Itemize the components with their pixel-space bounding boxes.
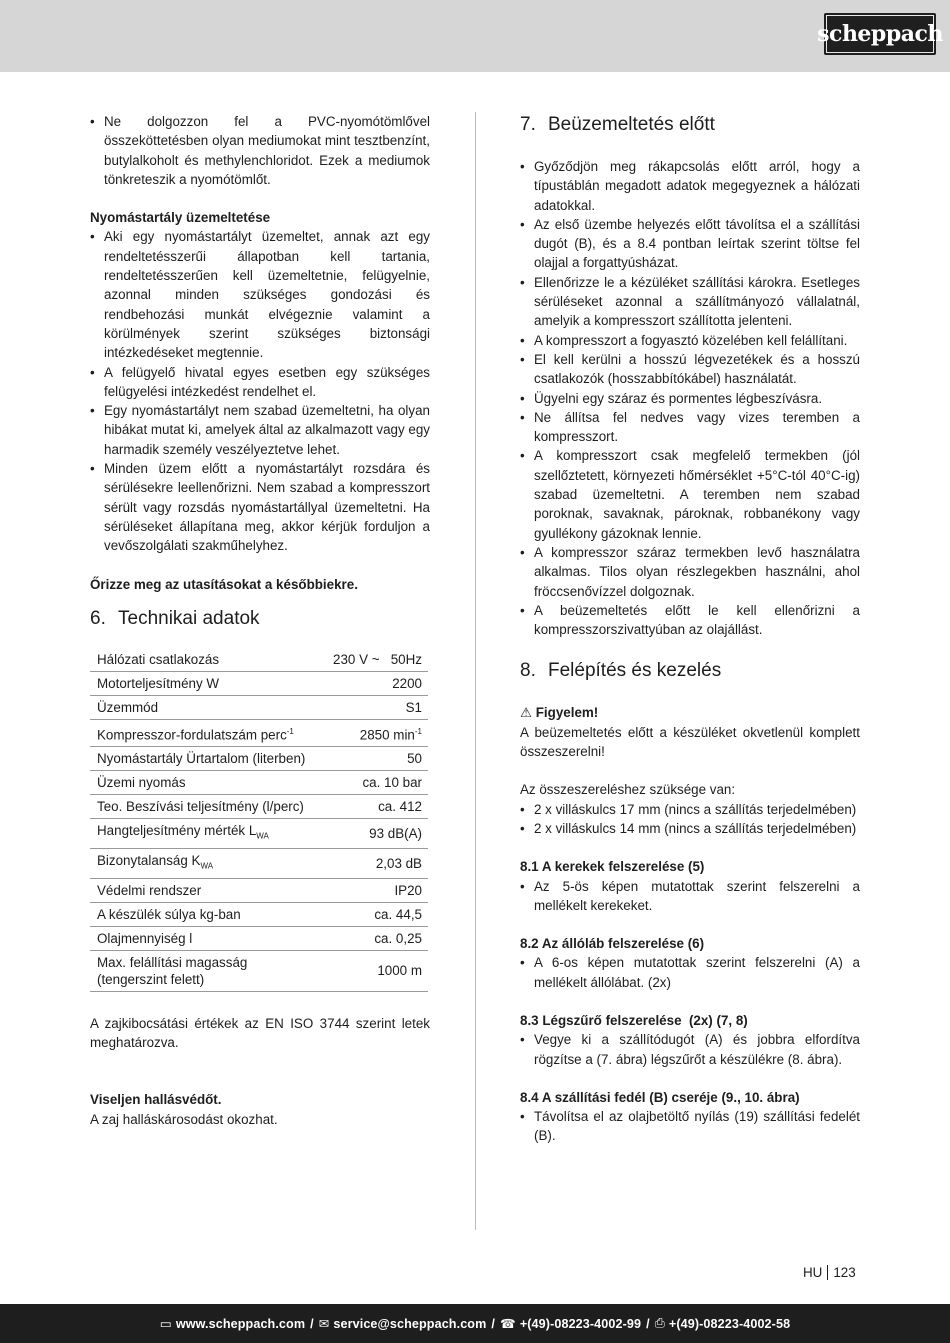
spec-value: S1 [326,695,428,719]
list-item: • Győződjön meg rákapcsolás előtt arról, hogy a típustáblán megadott adatok megegyeznek a hálózati adatokkal. [520,157,860,215]
warning-text: A beüzemeltetés előtt a készüléket okvetlenül komplett összeszerelni! [520,724,860,760]
list-item: • 2 x villáskulcs 14 mm (nincs a szállítás terjedelmében) [520,819,860,838]
list-item: • Ügyelni egy száraz és pormentes légbeszívásra. [520,389,860,408]
list-item: • Ne dolgozzon fel a PVC-nyomótömlővel összeköttetésben olyan mediumokat mint tesztbenzínt, butylalkoholt és methylenchloridot. Ezek a mediumok tönkreteszik a nyomótömlőt. [90,112,430,189]
section-title: Felépítés és kezelés [548,660,722,682]
footer-contact-bar [0,1304,950,1343]
page-lang: HU [803,1265,823,1280]
spec-value: 2,03 dB [326,848,428,878]
list-item: • A felügyelő hivatal egyes esetben egy szükséges felügyelési intézkedést rendelhet el. [90,363,430,402]
spec-value: IP20 [326,878,428,902]
list-item: • Minden üzem előtt a nyomástartályt rozsdára és sérülésekre leellenőrizni. Nem szabad a kompresszort sérült vagy rozsdás nyomástartállyal üzemeltetni. Ha sérüléseket állapítana meg, akkor kérjük forduljon a vevőszolgálati szakműhelyhez. [90,459,430,555]
table-row [90,902,428,926]
header-band [0,0,950,72]
table-row [90,878,428,902]
spec-label: Hálózati csatlakozás [90,648,326,672]
list-item: • Vegye ki a szállítódugót (A) és jobbra elfordítva rögzítse a (7. ábra) légszűrőt a készülékre (8. ábra). [520,1030,860,1069]
list-item: • El kell kerülni a hosszú légvezetékek és a hosszú csatlakozók (hosszabbítókábel) használatát. [520,350,860,389]
section-number: 6. [90,607,106,629]
list-item: • A kompresszort csak megfelelő termekben (jól szellőztetett, környezeti hőmérséklet +5°C-tól 40°C-ig) szabad üzemeltetni. A teremben nem szabad poroknak, savaknak, pároknak, robbanékony vagy gyullékony gázoknak lennie. [520,446,860,542]
spec-value: 1000 m [326,950,428,991]
page-num-value: 123 [833,1265,856,1280]
warning-icon: ⚠ [520,705,533,721]
spec-label: Bizonytalanság $K_{WA}$ [90,848,326,878]
s84-list [520,1107,860,1146]
column-divider [475,112,476,1230]
table-row [90,648,428,672]
section-7-title [520,112,860,138]
noise-note: A zajkibocsátási értékek az EN ISO 3744 szerint letek meghatározva. [90,1015,430,1050]
spec-label: Max. felállítási magasság (tengerszint felett) [90,950,326,991]
list-item: • Az 5-ös képen mutatottak szerint felszerelni a mellékelt kerekeket. [520,877,860,916]
section-number: 7. [520,114,536,135]
footer-separator: / [491,1316,496,1331]
section-title: Technikai adatok [118,607,260,629]
phone-icon: ☎ [500,1317,516,1331]
table-row [90,848,428,878]
table-row [90,771,428,795]
monitor-icon: ▭ [159,1317,172,1331]
spec-label: Kompresszor-fordulatszám perc$^{-1}$ [90,719,326,746]
table-row [90,926,428,950]
spec-label: Védelmi rendszer [90,878,326,902]
s84-heading: 8.4 A szállítási fedél (B) cseréje (9., 10. ábra) [520,1089,800,1105]
spec-value: 2200 [326,671,428,695]
list-item: • A kompresszor száraz termekben levő használatra alkalmas. Tilos olyan részlegekben használni, ahol fröccsenővízzel dolgoznak. [520,543,860,601]
list-item: • Távolítsa el az olajbetöltő nyílás (19) szállítási fedelét (B). [520,1107,860,1146]
s81-heading: 8.1 A kerekek felszerelése (5) [520,859,705,875]
s82-list [520,953,860,992]
spec-label: Hangteljesítmény mérték $L_{WA}$ [90,819,326,849]
spec-value: ca. 0,25 [326,926,428,950]
tank-heading: Nyomástartály üzemeltetése [90,210,271,226]
list-item: • A beüzemeltetés előtt le kell ellenőrizni a kompresszorszivattyúban az olajállást. [520,601,860,640]
spec-label: Üzemi nyomás [90,771,326,795]
fax-icon: ⎙ [654,1316,665,1330]
spec-label: A készülék súlya kg-ban [90,902,326,926]
mail-icon: ✉ [318,1317,330,1331]
footer-separator: / [646,1316,650,1331]
footer-phone: +(49)-08223-4002-99 [519,1316,642,1331]
assembly-intro: Az összeszereléshez szüksége van: [520,782,736,798]
s82-heading: 8.2 Az állóláb felszerelése (6) [520,936,705,952]
s81-list [520,877,860,916]
table-row [90,950,428,991]
s7-list [520,157,860,639]
spec-label: Teo. Beszívási teljesítmény (l/perc) [90,795,326,819]
spec-value: 50 [326,747,428,771]
left-column [90,112,430,1129]
warning-heading: ⚠ Figyelem! [520,705,599,721]
spec-table [90,648,428,992]
spec-value: 93 dB(A) [326,819,428,849]
table-row [90,719,428,746]
hearing-text: A zaj halláskárosodást okozhat. [90,1111,278,1127]
assembly-list [520,800,860,839]
spec-value: ca. 10 bar [326,771,428,795]
s83-list [520,1030,860,1069]
section-8-title [520,658,860,684]
tank-list [90,227,430,555]
table-row [90,671,428,695]
table-row [90,747,428,771]
logo-text: scheppach [817,21,943,47]
footer-web-link[interactable]: www.scheppach.com [175,1316,306,1331]
section-title: Beüzemeltetés előtt [548,114,715,135]
table-row [90,795,428,819]
hearing-heading: Viseljen hallásvédőt. [90,1092,222,1108]
spec-label: Motorteljesítmény W [90,671,326,695]
section-6-title [90,606,430,632]
spec-label: Üzemmód [90,695,326,719]
list-item: • A 6-os képen mutatottak szerint felszerelni (A) a mellékelt állólábat. (2x) [520,953,860,992]
right-column [520,112,860,1146]
spec-value: 2850 $\min^{-1}$ [326,719,428,746]
spec-label: Olajmennyiség l [90,926,326,950]
section-number: 8. [520,660,536,682]
footer-fax: +(49)-08223-4002-58 [668,1316,791,1331]
list-item: • Aki egy nyomástartályt üzemeltet, annak azt egy rendeltetésszerűi állapotban kell tartania, rendeltetésszerűen kell üzemeltetnie, felügyelnie, azonnal minden szükséges gondozási és rendbehozási munkát elvégeznie valamint a körülmények szerint szükséges biztonsági intézkedéseket megtennie. [90,227,430,362]
page-number-divider [827,1265,828,1280]
spec-value: ca. 412 [326,795,428,819]
spec-value: ca. 44,5 [326,902,428,926]
list-item: • Ellenőrizze le a kézüléket szállítási károkra. Esetleges sérüléseket azonnal a szállítmányozó vállalatnál, amelyik a kompresszort szállította jelenteni. [520,273,860,331]
list-item: • Egy nyomástartályt nem szabad üzemeltetni, ha olyan hibákat mutat ki, amelyek által az alkalmazott vagy egy harmadik személy veszélyeztetve lehet. [90,401,430,459]
scheppach-logo [817,13,943,55]
list-item: • 2 x villáskulcs 17 mm (nincs a szállítás terjedelmében) [520,800,860,819]
list-item: • Az első üzembe helyezés előtt távolítsa el a szállítási dugót (B), és a 8.4 pontban leírtak szerint töltse fel olajjal a forgattyúsházat. [520,215,860,273]
page-number [803,1265,856,1280]
spec-label: Nyomástartály Ürtartalom (literben) [90,747,326,771]
table-row [90,819,428,849]
spec-value: 230 V ~ 50Hz [326,648,428,672]
table-row [90,695,428,719]
list-item: • A kompresszort a fogyasztó közelében kell felállítani. [520,331,860,350]
list-item: • Ne állítsa fel nedves vagy vizes teremben a kompresszort. [520,408,860,447]
footer-separator: / [310,1316,314,1331]
intro-list [90,112,430,189]
keep-instructions-note: Őrizze meg az utasításokat a későbbiekre. [90,576,358,592]
footer-mail-link[interactable]: service@scheppach.com [333,1316,487,1331]
s83-heading: 8.3 Légszűrő felszerelése (2x) (7, 8) [520,1012,748,1028]
